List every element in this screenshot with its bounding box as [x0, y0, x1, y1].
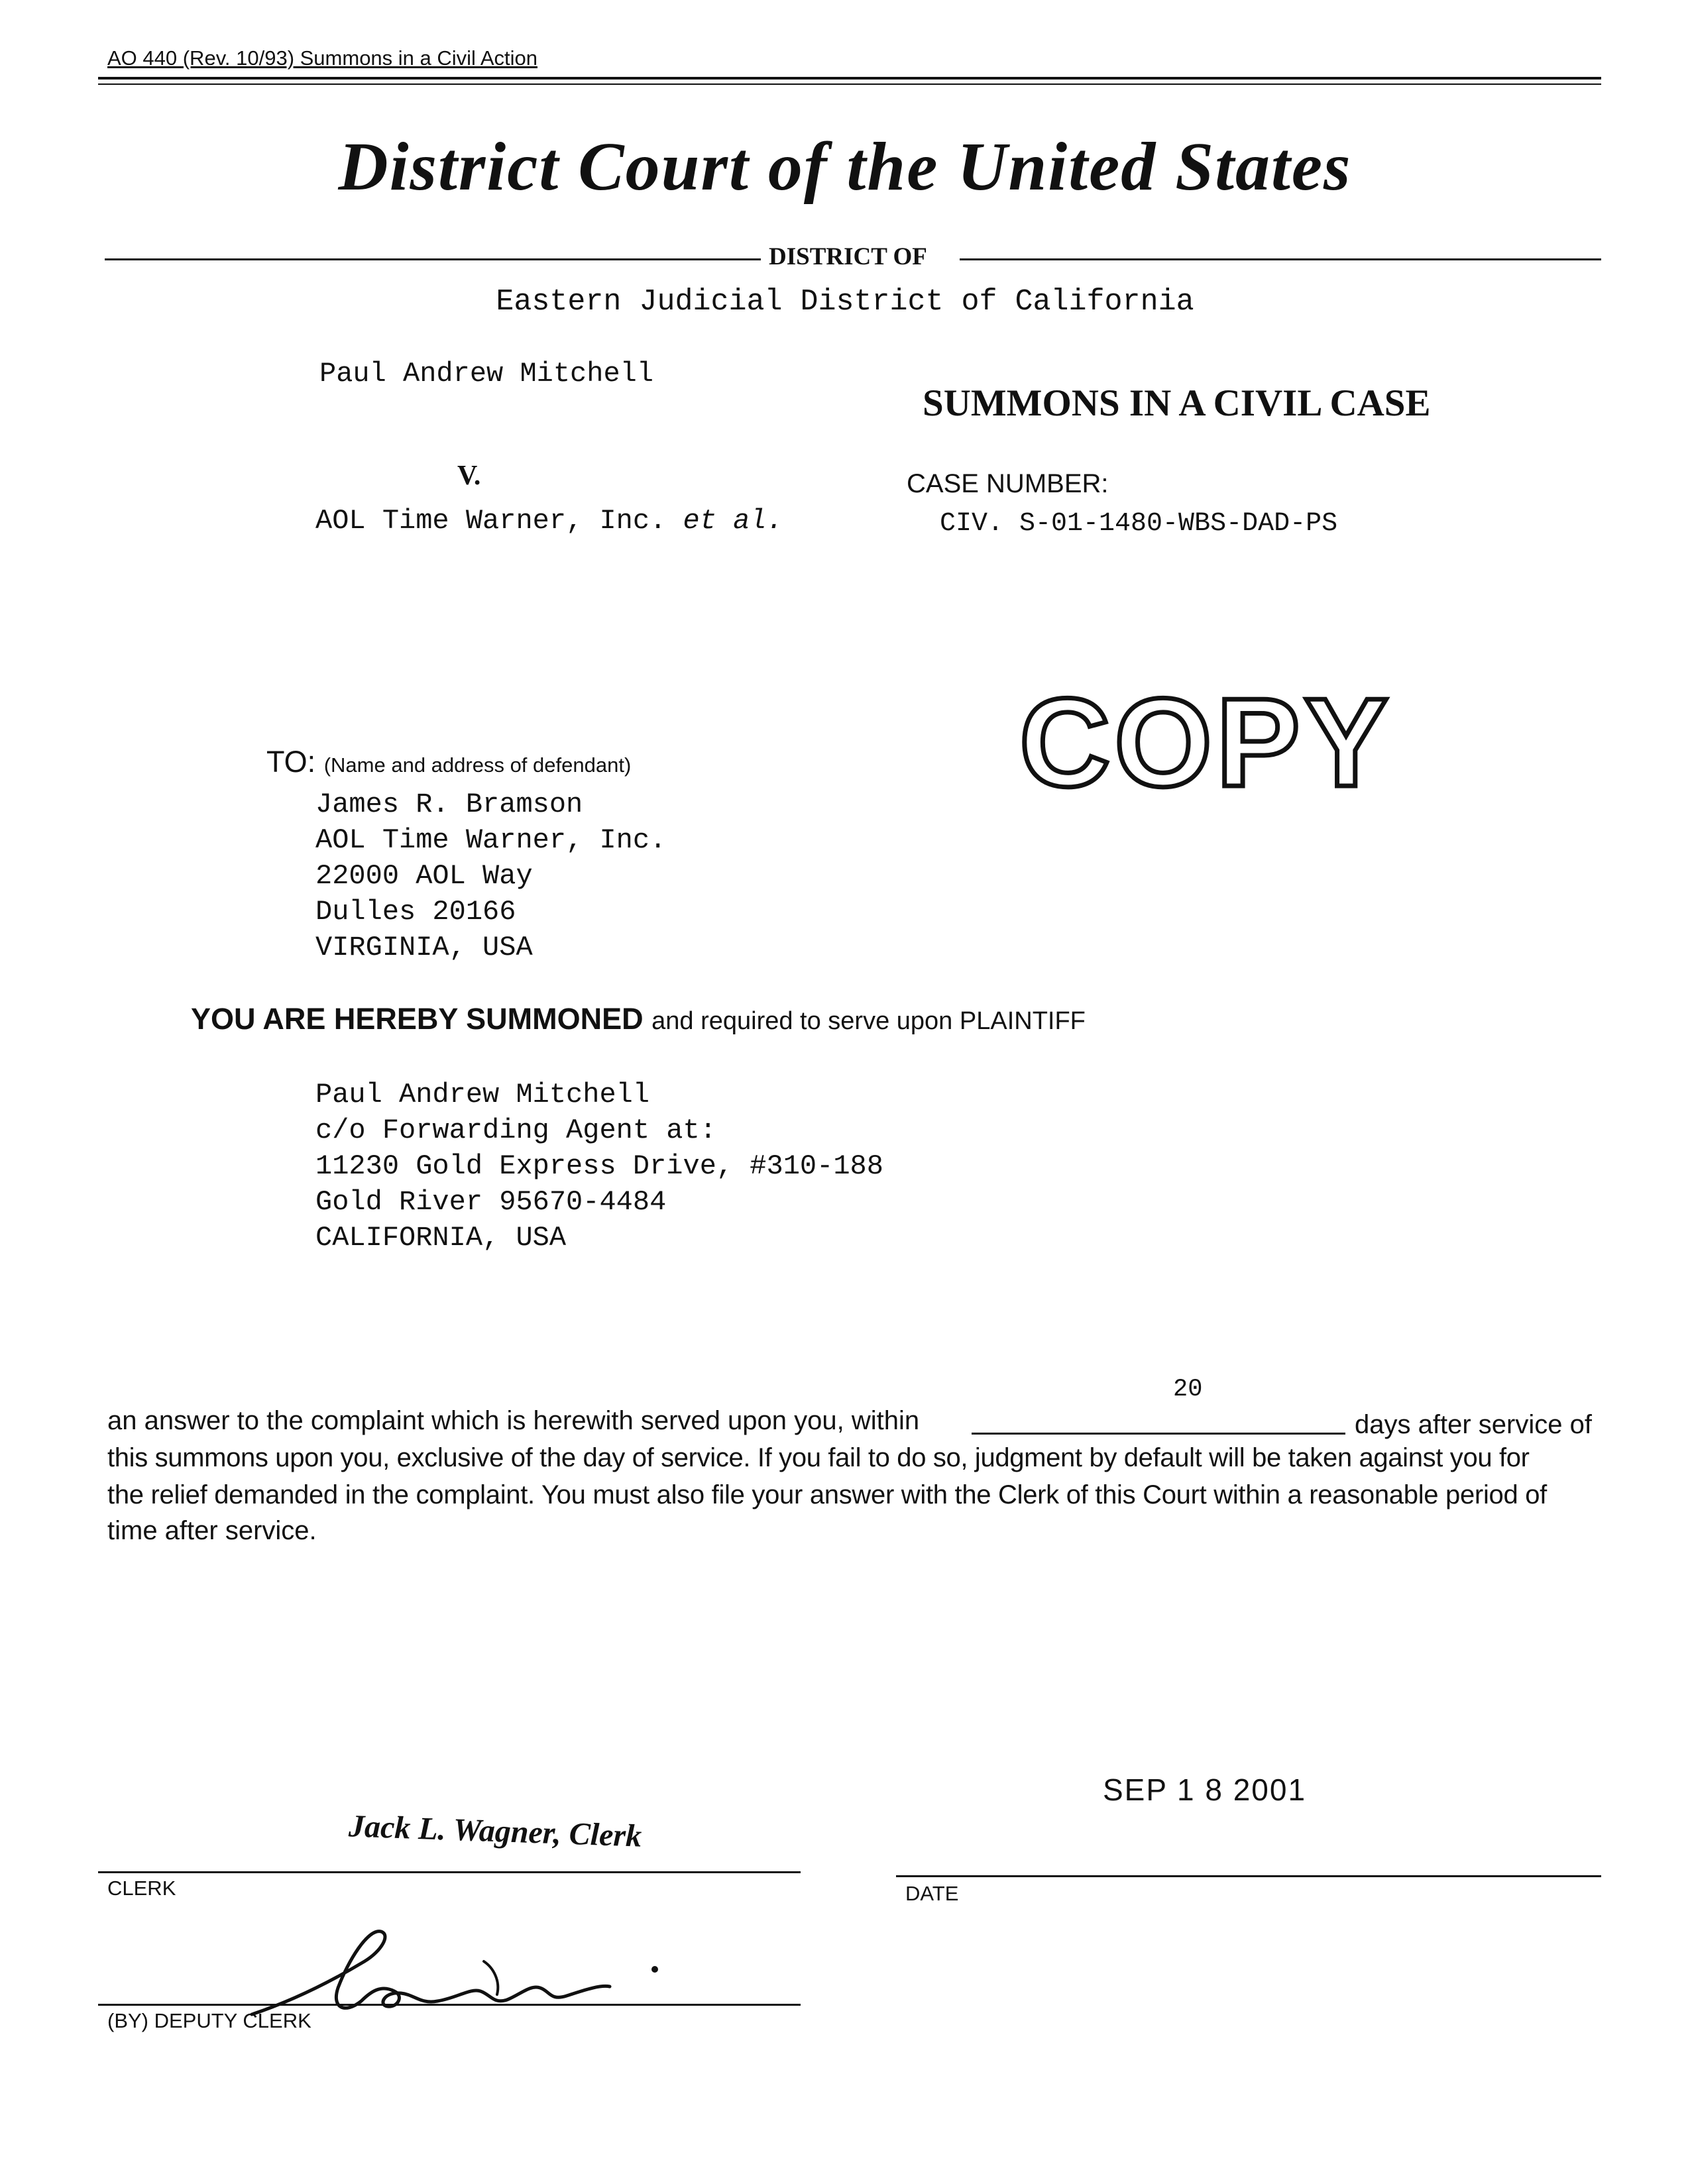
defendant-suffix: et al.: [683, 505, 783, 537]
to-label: [266, 745, 631, 779]
form-identifier: AO 440 (Rev. 10/93) Summons in a Civil Action: [107, 46, 537, 70]
versus-label: V.: [457, 461, 481, 491]
defendant-address-line: James R. Bramson: [315, 789, 583, 820]
defendant-name: [315, 505, 783, 537]
to-label-text: TO:: [266, 745, 316, 779]
date-label: DATE: [905, 1882, 959, 1905]
header-rule-bottom: [98, 83, 1601, 85]
plaintiff-address-line: CALIFORNIA, USA: [315, 1222, 567, 1254]
defendant-name-text: AOL Time Warner, Inc.: [315, 505, 667, 537]
answer-line-1-after: days after service of: [1355, 1410, 1592, 1439]
header-rule-top: [98, 77, 1601, 80]
summons-bold: YOU ARE HEREBY SUMMONED: [191, 1002, 644, 1036]
clerk-label: CLERK: [107, 1877, 176, 1900]
deputy-clerk-label: (BY) DEPUTY CLERK: [107, 2009, 311, 2032]
answer-days-value: 20: [1173, 1376, 1203, 1403]
defendant-address-line: VIRGINIA, USA: [315, 932, 533, 963]
district-rule-right: [960, 258, 1601, 260]
date-signature-line: [896, 1875, 1601, 1877]
defendant-address-line: 22000 AOL Way: [315, 860, 533, 892]
case-number-label: CASE NUMBER:: [907, 469, 1109, 498]
case-number: CIV. S-01-1480-WBS-DAD-PS: [940, 509, 1338, 539]
deputy-signature-line: [98, 2004, 801, 2006]
date-stamp: SEP 1 8 2001: [1103, 1773, 1307, 1807]
district-rule-left: [105, 258, 761, 260]
copy-stamp: COPY: [1019, 673, 1392, 813]
district-name: Eastern Judicial District of California: [496, 285, 1194, 319]
answer-line-3: the relief demanded in the complaint. You must also file your answer with the Clerk of this Court within a reasonable period of: [107, 1480, 1547, 1509]
summons-statement: [191, 1002, 1086, 1036]
plaintiff-address-line: 11230 Gold Express Drive, #310-188: [315, 1150, 883, 1182]
days-blank-line: [972, 1433, 1345, 1435]
plaintiff-address-line: Paul Andrew Mitchell: [315, 1079, 650, 1111]
answer-line-4: time after service.: [107, 1516, 317, 1545]
plaintiff-address-line: Gold River 95670-4484: [315, 1186, 667, 1218]
document-title: SUMMONS IN A CIVIL CASE: [923, 382, 1431, 424]
clerk-signature-line: [98, 1871, 801, 1873]
plaintiff-address-line: c/o Forwarding Agent at:: [315, 1115, 716, 1146]
district-label: DISTRICT OF: [769, 243, 927, 270]
plaintiff-name: Paul Andrew Mitchell: [319, 358, 654, 390]
defendant-address-line: Dulles 20166: [315, 896, 516, 928]
court-title: District Court of the United States: [338, 129, 1352, 205]
clerk-name-stamp: Jack L. Wagner, Clerk: [348, 1808, 643, 1854]
answer-line-2: this summons upon you, exclusive of the day of service. If you fail to do so, judgment by default will be taken against you for: [107, 1443, 1530, 1472]
summons-rest: and required to serve upon PLAINTIFF: [651, 1007, 1086, 1035]
answer-line-1-before: an answer to the complaint which is herewith served upon you, within: [107, 1406, 920, 1435]
defendant-address-line: AOL Time Warner, Inc.: [315, 824, 667, 856]
to-note: (Name and address of defendant): [323, 753, 632, 777]
